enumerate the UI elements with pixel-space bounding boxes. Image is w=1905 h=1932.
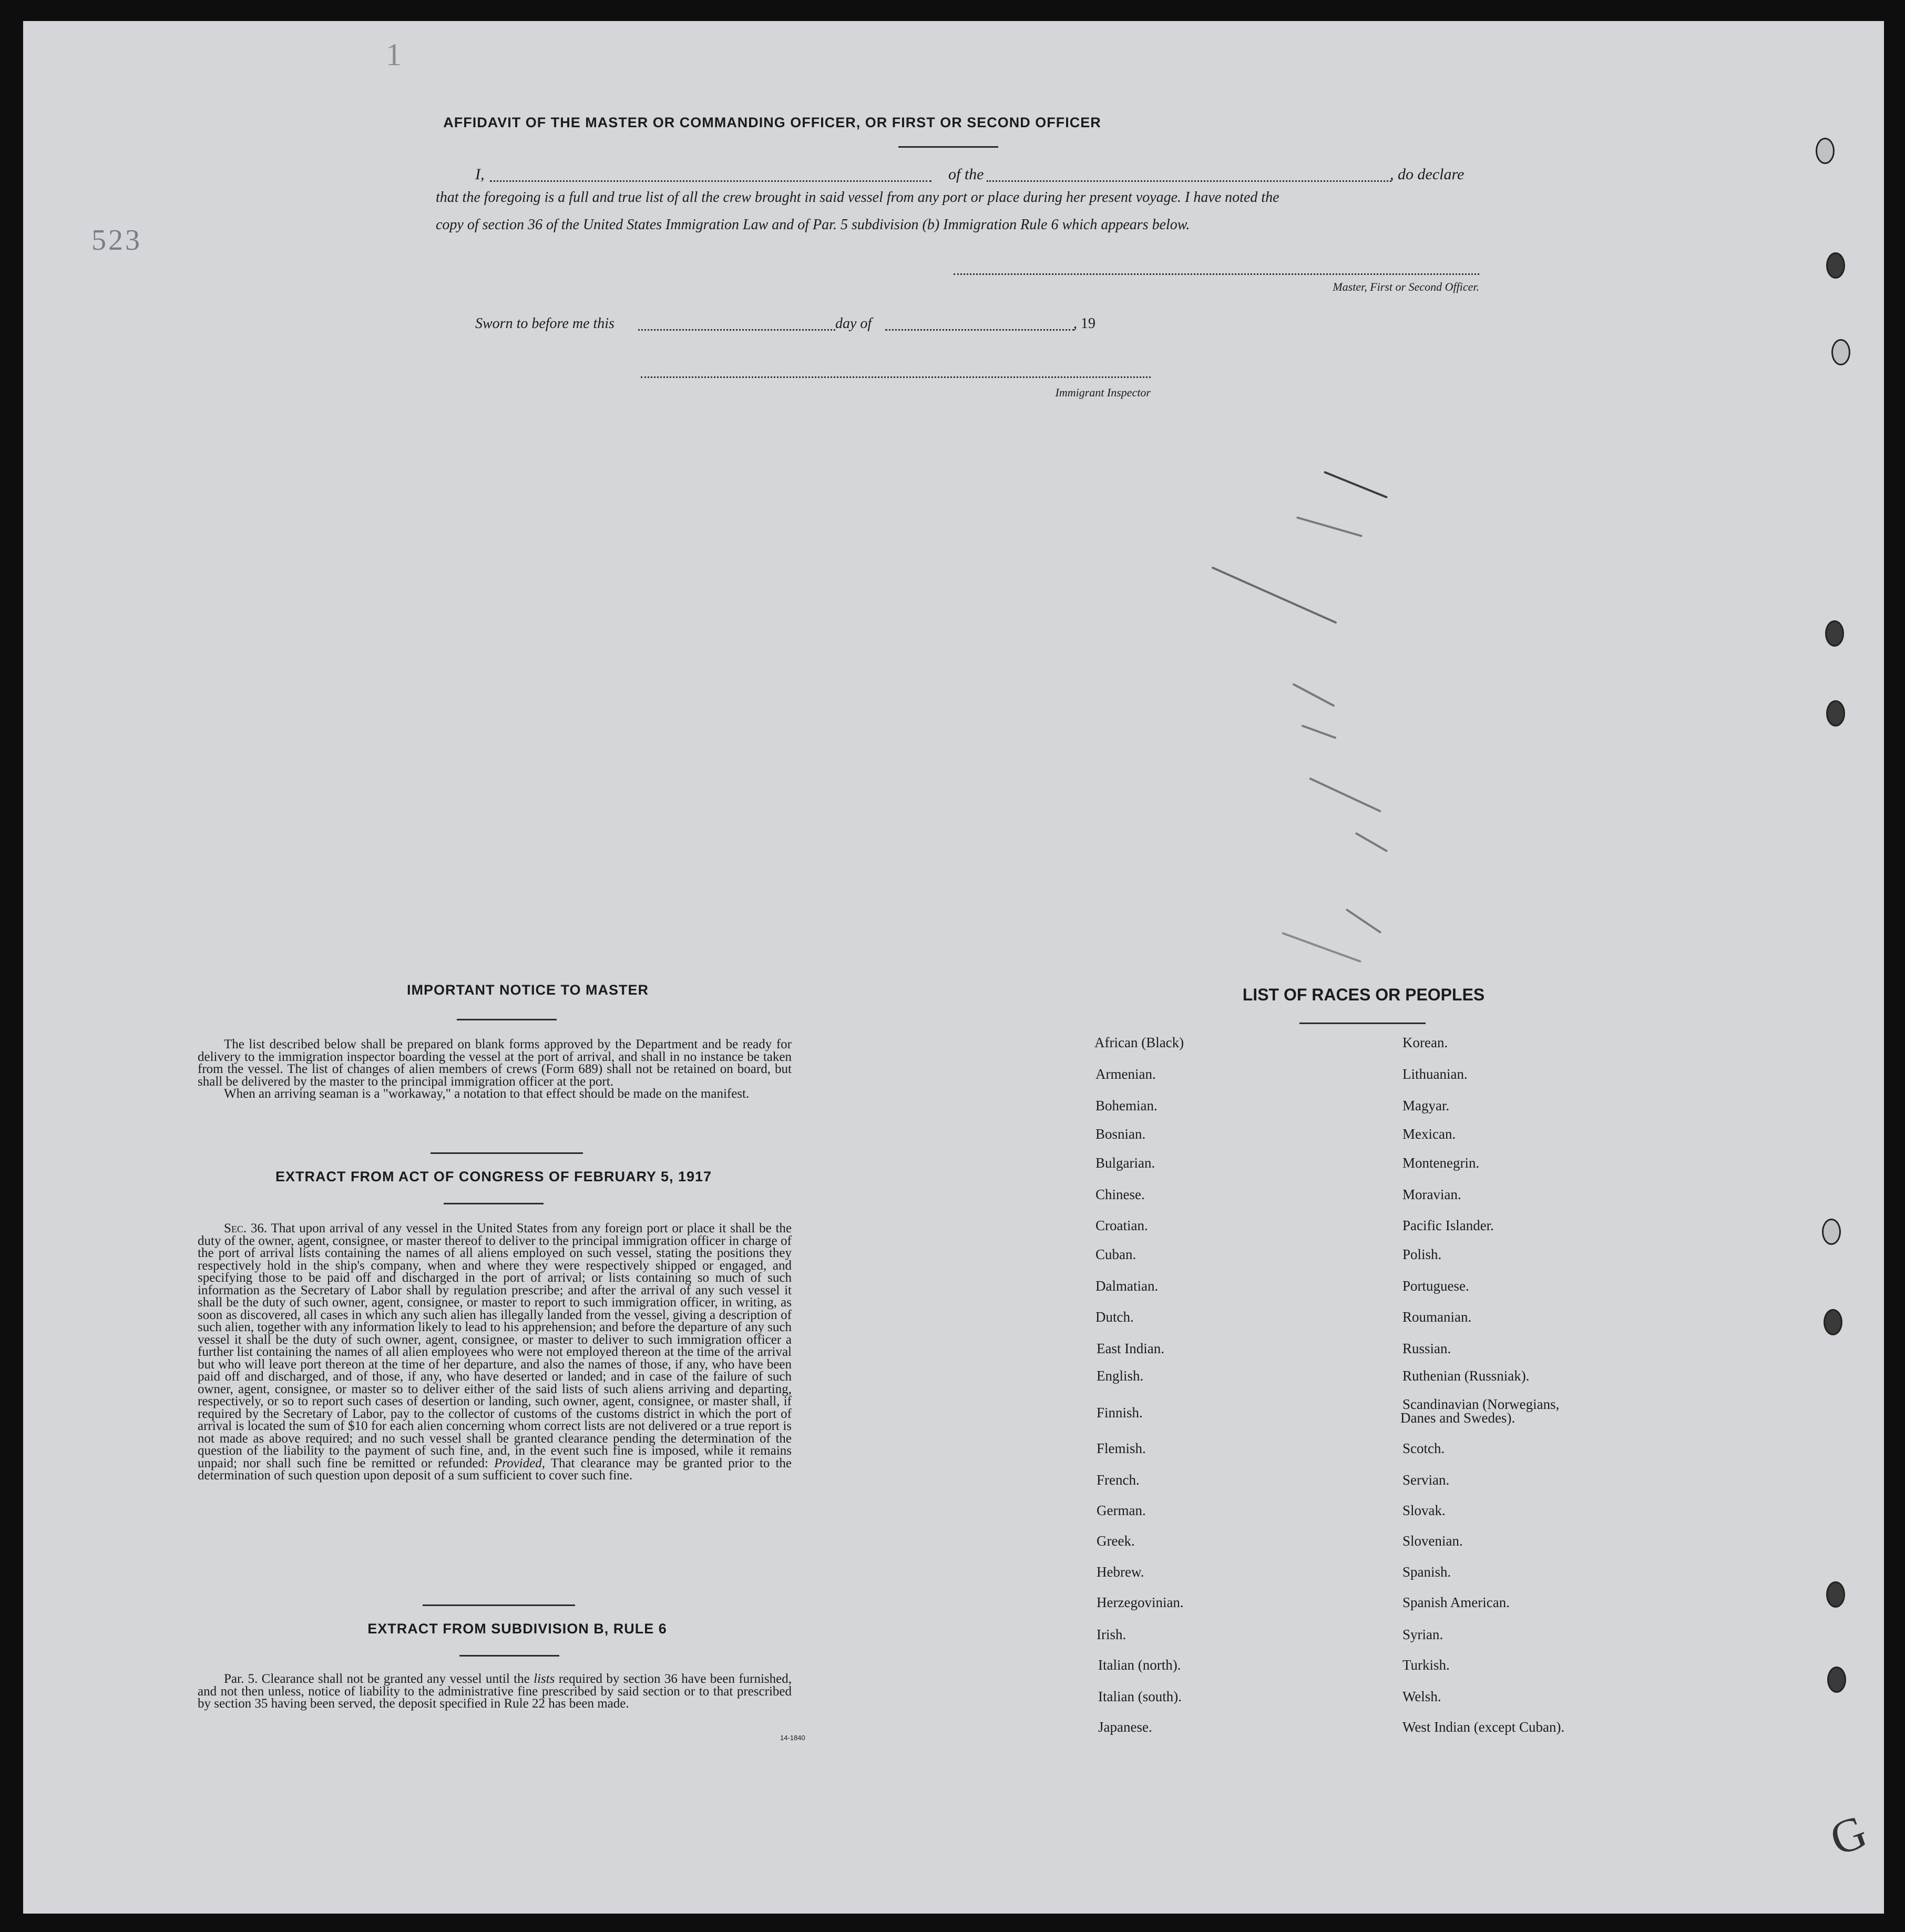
bleed-mark [1282,932,1361,963]
punch-hole [1824,1309,1842,1335]
punch-hole [1831,339,1850,365]
race-item: Montenegrin. [1402,1155,1480,1171]
sworn-day-of: day of [835,315,872,332]
affidavit-line2: that the foregoing is a full and true list of all the crew brought in said vessel from any port or place during her present voyage. I have noted the [436,189,1279,206]
race-item: Irish. [1097,1627,1126,1642]
race-item: Bohemian. [1095,1098,1158,1113]
rule-paragraph [198,1673,792,1710]
inspector-label: Immigrant Inspector [1055,386,1151,399]
race-item: Italian (south). [1098,1689,1182,1704]
race-item: Bosnian. [1095,1126,1146,1142]
race-item: Bulgarian. [1095,1155,1155,1171]
race-item: Spanish American. [1402,1594,1510,1610]
race-item: Scotch. [1402,1440,1445,1456]
bleed-mark [1355,832,1388,852]
race-item: African (Black) [1094,1035,1184,1050]
divider [459,1655,559,1657]
race-item: Servian. [1402,1472,1450,1488]
document-sheet [23,21,1884,1914]
race-item: Moravian. [1402,1187,1461,1202]
bleed-mark [1309,777,1381,812]
bleed-mark [1301,724,1336,739]
punch-hole [1825,620,1844,647]
act-title: EXTRACT FROM ACT OF CONGRESS OF FEBRUARY 5, 1917 [275,1169,712,1184]
race-item: Turkish. [1402,1657,1450,1673]
race-item: Scandinavian (Norwegians, [1402,1396,1560,1412]
notice-para2: When an arriving seaman is a "workaway," a notation to that effect should be made on the manifest. [224,1087,750,1101]
bleed-mark [1211,566,1337,623]
race-item: Cuban. [1095,1246,1136,1262]
race-item: Herzegovinian. [1097,1594,1184,1610]
act-section-36 [198,1222,792,1482]
punch-hole [1827,1667,1846,1693]
margin-mark-top: 1 [386,37,402,72]
race-item: Magyar. [1402,1098,1450,1113]
race-item: Russian. [1402,1341,1451,1356]
race-item: West Indian (except Cuban). [1402,1719,1565,1735]
race-item: Italian (north). [1098,1657,1181,1673]
notice-para1: The list described below shall be prepared on blank forms approved by the Department and be ready for delivery to the immigration inspector boarding the vessel at the port of arrival, and shall in no instance be taken from the vessel. The list of changes of alien members of crews (Form 689) shall not be retained on board, but shall be delivered by the master to the principal immigration officer at the port. [198,1037,792,1089]
rule-text-a: Par. 5. Clearance shall not be granted any vessel until the [224,1672,530,1686]
bleed-mark [1292,683,1335,707]
sworn-day-blank [638,329,835,331]
section-provided: Provided, [494,1456,545,1470]
race-item: East Indian. [1097,1341,1164,1356]
affidavit-line1-of-the: of the [948,166,984,183]
race-item: English. [1097,1368,1144,1384]
race-item: Lithuanian. [1402,1066,1468,1082]
races-title: LIST OF RACES OR PEOPLES [1242,985,1485,1004]
vessel-blank [987,180,1391,182]
race-item: Pacific Islander. [1402,1218,1494,1233]
divider [457,1019,557,1020]
race-item: Mexican. [1402,1126,1456,1142]
divider [431,1152,583,1154]
rule-lists-word: lists [534,1672,555,1686]
sworn-year: , 19 [1073,315,1095,332]
master-signature-label: Master, First or Second Officer. [1333,280,1479,293]
race-item: Slovak. [1402,1502,1446,1518]
sworn-prefix: Sworn to before me this [475,315,614,332]
rule-text-b: required by section 36 have been furnished, and not then unless, notice of liability to the administrative fine prescribed by said section or to that prescribed by section 35 having been served, the deposit specified in Rule 22 has been made. [198,1672,792,1711]
form-number: 14-1840 [780,1734,805,1742]
race-item: French. [1097,1472,1140,1488]
divider [898,146,998,148]
punch-hole [1826,1581,1845,1608]
race-item: Croatian. [1095,1218,1148,1233]
notice-title: IMPORTANT NOTICE TO MASTER [407,982,649,998]
divider [444,1203,544,1204]
name-blank [490,180,931,182]
race-item: Finnish. [1097,1405,1143,1420]
race-item: Polish. [1402,1246,1442,1262]
divider [423,1604,575,1606]
divider [1299,1023,1426,1024]
section-label: Sec. 36. [224,1221,268,1235]
notice-paragraph [198,1038,792,1100]
race-item: Dalmatian. [1095,1278,1159,1294]
master-signature-line [954,273,1479,275]
bleed-mark [1296,516,1363,537]
race-item: Chinese. [1095,1187,1145,1202]
affidavit-line3: copy of section 36 of the United States Immigration Law and of Par. 5 subdivision (b) Immigration Rule 6 which appears below. [436,217,1190,233]
margin-mark-bottom: G [1824,1805,1873,1866]
race-item: Greek. [1097,1533,1135,1549]
race-item: Roumanian. [1402,1309,1472,1325]
race-item: Syrian. [1402,1627,1443,1642]
race-item: Flemish. [1097,1440,1146,1456]
race-item: Dutch. [1095,1309,1134,1325]
punch-hole [1822,1219,1841,1245]
inspector-signature-line [641,376,1151,378]
race-item: Slovenian. [1402,1533,1463,1549]
race-item: Danes and Swedes). [1400,1410,1515,1426]
race-item: Portuguese. [1402,1278,1469,1294]
race-item: Armenian. [1095,1066,1156,1082]
affidavit-line1-declare: , do declare [1390,166,1464,183]
race-item: Spanish. [1402,1564,1451,1580]
race-item: Hebrew. [1097,1564,1144,1580]
affidavit-line1-i: I, [475,166,485,183]
bleed-mark [1346,908,1382,934]
margin-mark-left: 523 [91,224,142,257]
section-text-end: That clearance may be granted prior to the determination of such question upon deposit of a sum sufficient to cover such fine. [198,1456,792,1483]
race-item: Korean. [1402,1035,1448,1050]
race-item: Japanese. [1098,1719,1152,1735]
race-item: German. [1097,1502,1146,1518]
punch-hole [1826,252,1845,279]
affidavit-title: AFFIDAVIT OF THE MASTER OR COMMANDING OFFICER, OR FIRST OR SECOND OFFICER [443,115,1101,130]
race-item: Welsh. [1402,1689,1441,1704]
bleed-mark [1324,471,1388,498]
rule-title: EXTRACT FROM SUBDIVISION B, RULE 6 [367,1621,667,1637]
punch-hole [1816,138,1835,164]
punch-hole [1826,700,1845,727]
section-text: That upon arrival of any vessel in the United States from any foreign port or place it shall be the duty of the owner, agent, consignee, or master thereof to deliver to the principal immigration officer in charge of the port of arrival lists containing the names of all aliens employed on such vessel, stating the positions they respectively hold in the ship's company, when and where they were respectively shipped or engaged, and specifying those to be paid off and discharged in the port of arrival; or lists containing so much of such information as the Secretary of Labor shall by regulation prescribe; and after the arrival of any such vessel it shall be the duty of such owner, agent, consignee, or master to report to such immigration officer, in writing, as soon as discovered, all cases in which any such alien has illegally landed from the vessel, giving a description of such alien, together with any information likely to lead to his apprehension; and before the departure of any such vessel it shall be the duty of such owner, agent, consignee, or master to deliver to such immigration officer a further list containing the names of all alien employees who were not employed thereon at the time of the arrival but who will leave port thereon at the time of her departure, and also the names of those, if any, who have been paid off and discharged, and of those, if any, who have deserted or landed; and in case of the failure of such owner, agent, consignee, or master so to deliver either of the said lists of such aliens arriving and departing, respectively, or so to report such cases of desertion or landing, such owner, agent, consignee, or master shall, if required by the Secretary of Labor, pay to the collector of customs of the customs district in which the port of arrival is located the sum of $10 for each alien concerning whom correct lists are not delivered or a true report is not made as above required; and no such vessel shall be granted clearance pending the determination of the question of the liability to the payment of such fine, and, in the event such fine is imposed, while it remains unpaid; nor shall such fine be remitted or refunded: [198,1221,792,1470]
race-item: Ruthenian (Russniak). [1402,1368,1530,1384]
sworn-month-blank [885,329,1074,331]
